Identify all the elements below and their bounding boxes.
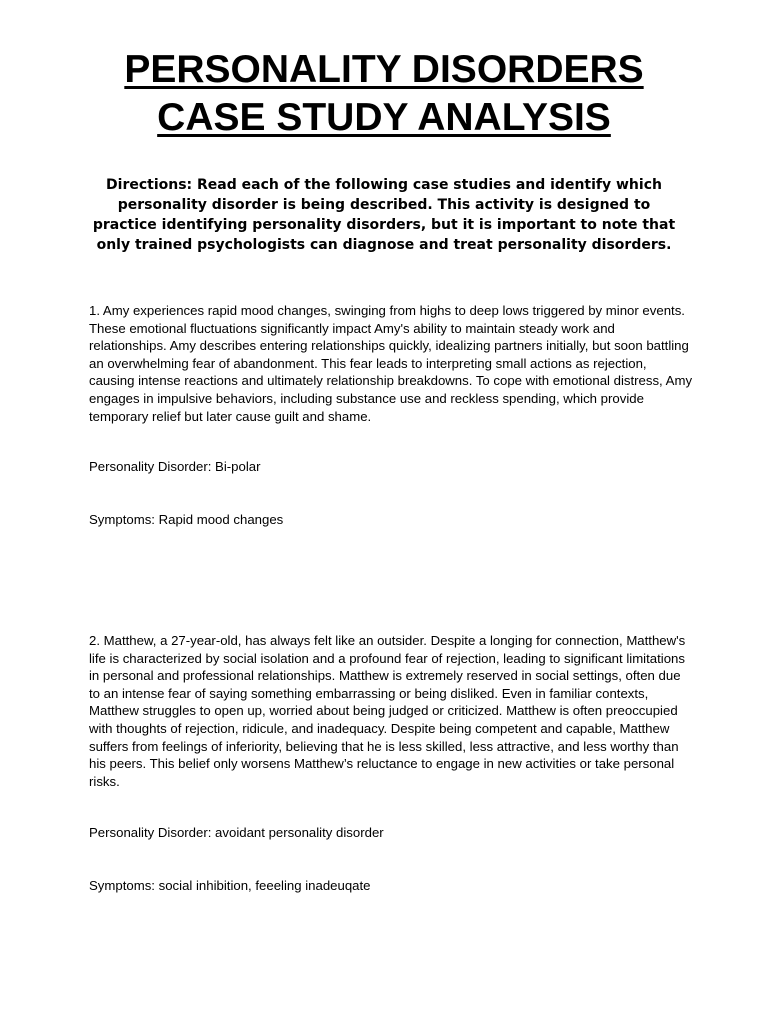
case-2-text: 2. Matthew, a 27-year-old, has always felt like an outsider. Despite a longing for connection, Matthew's life is characterized by social isolation and a profound fear of rejection, leading to significant limitations in personal and professional relationships. Matthew is extremely reserved in social settings, often due to an intense fear of saying something embarrassing or being disliked. Even in familiar contexts, Matthew struggles to open up, worried about being judged or criticized. Matthew is often preoccupied with thoughts of rejection, ridicule, and inadequacy. Despite being competent and capable, Matthew suffers from feelings of inferiority, believing that he is less skilled, less attractive, and less worthy than his peers. This belief only worsens Matthew’s reluctance to engage in new activities or take personal risks.: [89, 633, 686, 789]
case-1-text: 1. Amy experiences rapid mood changes, swinging from highs to deep lows triggered by minor events. These emotional fluctuations significantly impact Amy's ability to maintain steady work and relationships. Amy describes entering relationships quickly, idealizing partners initially, but soon battling an overwhelming fear of abandonment. This fear leads to interpreting small actions as rejection, causing intense reactions and ultimately relationship breakdowns. To cope with emotional distress, Amy engages in impulsive behaviors, including substance use and reckless spending, which provide temporary relief but later cause guilt and shame.: [89, 303, 693, 424]
title-line-2: CASE STUDY ANALYSIS: [157, 96, 611, 139]
document-title: [40, 46, 728, 142]
case-1-disorder: Personality Disorder: Bi-polar: [89, 459, 261, 474]
case-2-symptoms: Symptoms: social inhibition, feeeling inadeuqate: [89, 878, 371, 893]
title-line-1: PERSONALITY DISORDERS: [124, 48, 644, 91]
case-2-disorder: Personality Disorder: avoidant personality disorder: [89, 825, 384, 840]
case-1-symptoms: Symptoms: Rapid mood changes: [89, 512, 284, 527]
directions-text: Directions: Read each of the following case studies and identify which personality disorder is being described. This activity is designed to practice identifying personality disorders, but it is important to note that only trained psychologists can diagnose and treat personality disorders.: [92, 177, 676, 253]
